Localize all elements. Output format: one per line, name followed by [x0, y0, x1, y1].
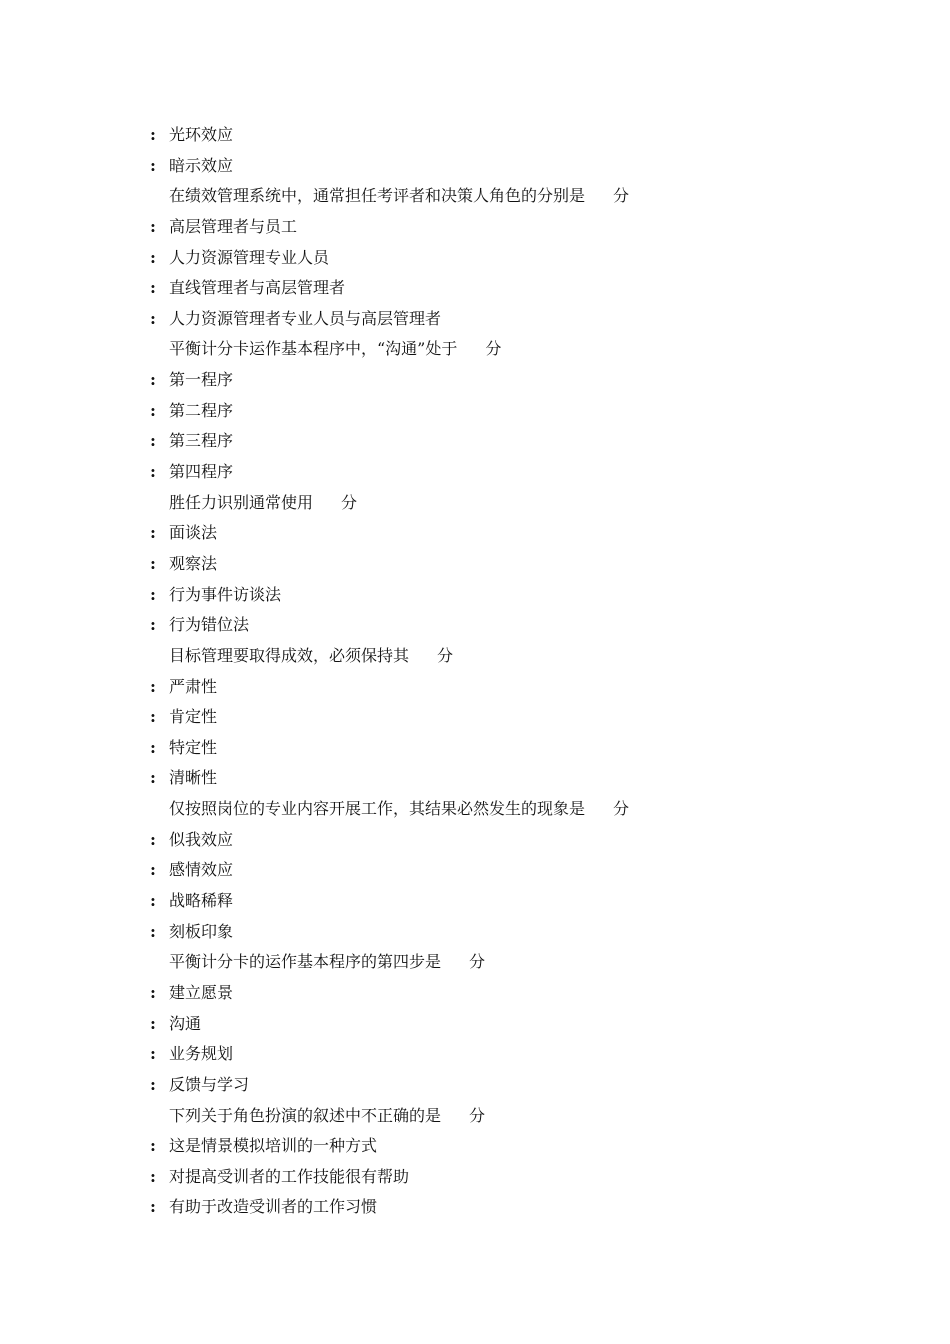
- option-text: 严肃性: [169, 676, 218, 696]
- option-marker: :: [150, 462, 156, 482]
- option-text: 肯定性: [169, 707, 218, 727]
- option-text: 直线管理者与高层管理者: [169, 278, 346, 298]
- question-line: [0, 488, 950, 519]
- option-marker: :: [150, 1044, 156, 1064]
- answer-option: [0, 1162, 950, 1193]
- option-marker: :: [150, 707, 156, 727]
- question-line: [0, 181, 950, 212]
- option-text: 刻板印象: [169, 921, 234, 941]
- option-marker: :: [150, 615, 156, 635]
- option-text: 战略稀释: [169, 891, 234, 911]
- option-text: 行为事件访谈法: [169, 584, 282, 604]
- question-content: [169, 1101, 485, 1132]
- answer-option: [0, 978, 950, 1009]
- option-marker: :: [150, 216, 156, 236]
- option-marker: :: [150, 370, 156, 390]
- answer-option: [0, 426, 950, 457]
- question-text: 平衡计分卡运作基本程序中，“沟通”处于: [169, 339, 458, 359]
- option-marker: :: [150, 737, 156, 757]
- option-marker: :: [150, 1166, 156, 1186]
- option-marker: :: [150, 1136, 156, 1156]
- question-line: [0, 641, 950, 672]
- option-text: 特定性: [169, 737, 218, 757]
- option-marker: :: [150, 1197, 156, 1217]
- option-text: 人力资源管理者专业人员与高层管理者: [169, 308, 442, 328]
- option-text: 高层管理者与员工: [169, 216, 298, 236]
- option-text: 第一程序: [169, 370, 234, 390]
- answer-option: [0, 825, 950, 856]
- answer-option: [0, 1192, 950, 1223]
- question-content: [169, 641, 453, 672]
- question-line: [0, 947, 950, 978]
- option-text: 行为错位法: [169, 615, 250, 635]
- answer-option: [0, 365, 950, 396]
- question-content: [169, 947, 485, 978]
- answer-option: [0, 763, 950, 794]
- option-text: 沟通: [169, 1013, 202, 1033]
- score-label: 分: [469, 1105, 486, 1125]
- answer-option: [0, 1070, 950, 1101]
- option-marker: :: [150, 860, 156, 880]
- option-text: 业务规划: [169, 1044, 234, 1064]
- score-label: 分: [613, 799, 630, 819]
- answer-option: [0, 518, 950, 549]
- answer-option: [0, 549, 950, 580]
- option-marker: :: [150, 676, 156, 696]
- option-text: 似我效应: [169, 829, 234, 849]
- option-marker: :: [150, 523, 156, 543]
- option-text: 这是情景模拟培训的一种方式: [169, 1136, 378, 1156]
- option-marker: :: [150, 308, 156, 328]
- option-marker: :: [150, 125, 156, 144]
- answer-option: [0, 304, 950, 335]
- option-marker: :: [150, 768, 156, 788]
- option-marker: :: [150, 431, 156, 451]
- option-marker: :: [150, 829, 156, 849]
- option-marker: :: [150, 400, 156, 420]
- answer-option: [0, 702, 950, 733]
- answer-option: [0, 1039, 950, 1070]
- answer-option: [0, 855, 950, 886]
- option-marker: :: [150, 553, 156, 573]
- question-line: [0, 794, 950, 825]
- question-content: [169, 181, 629, 212]
- answer-option: [0, 273, 950, 304]
- score-label: 分: [613, 186, 630, 206]
- option-text: 感情效应: [169, 860, 234, 880]
- question-line: [0, 1101, 950, 1132]
- answer-option: [0, 886, 950, 917]
- question-content: [169, 488, 357, 519]
- question-text: 平衡计分卡的运作基本程序的第四步是: [169, 952, 442, 972]
- option-marker: :: [150, 921, 156, 941]
- option-marker: :: [150, 891, 156, 911]
- answer-option: [0, 1131, 950, 1162]
- answer-option: [0, 1009, 950, 1040]
- option-text: 建立愿景: [169, 982, 234, 1002]
- answer-option: [0, 672, 950, 703]
- answer-option: [0, 212, 950, 243]
- score-label: 分: [469, 952, 486, 972]
- option-marker: :: [150, 155, 156, 175]
- option-text: 第二程序: [169, 400, 234, 420]
- question-content: [169, 334, 501, 365]
- option-text: 光环效应: [169, 125, 234, 144]
- option-marker: :: [150, 584, 156, 604]
- option-text: 清晰性: [169, 768, 218, 788]
- answer-option: [0, 580, 950, 611]
- option-marker: :: [150, 982, 156, 1002]
- score-label: 分: [485, 339, 502, 359]
- question-line: [0, 334, 950, 365]
- question-text: 胜任力识别通常使用: [169, 492, 314, 512]
- answer-option: [0, 151, 950, 182]
- question-text: 下列关于角色扮演的叙述中不正确的是: [169, 1105, 442, 1125]
- answer-option: [0, 733, 950, 764]
- score-label: 分: [437, 645, 454, 665]
- option-text: 观察法: [169, 553, 218, 573]
- option-text: 第四程序: [169, 462, 234, 482]
- answer-option: [0, 457, 950, 488]
- question-text: 在绩效管理系统中，通常担任考评者和决策人角色的分别是: [169, 186, 586, 206]
- document-body: [0, 120, 950, 1223]
- answer-option: [0, 396, 950, 427]
- answer-option: [0, 243, 950, 274]
- answer-option: [0, 120, 950, 151]
- option-marker: :: [150, 278, 156, 298]
- question-text: 目标管理要取得成效，必须保持其: [169, 645, 410, 665]
- option-marker: :: [150, 1013, 156, 1033]
- option-text: 第三程序: [169, 431, 234, 451]
- option-text: 人力资源管理专业人员: [169, 247, 330, 267]
- question-content: [169, 794, 629, 825]
- option-marker: :: [150, 1074, 156, 1094]
- score-label: 分: [341, 492, 358, 512]
- option-text: 反馈与学习: [169, 1074, 250, 1094]
- option-text: 有助于改造受训者的工作习惯: [169, 1197, 378, 1217]
- option-text: 对提高受训者的工作技能很有帮助: [169, 1166, 410, 1186]
- option-text: 暗示效应: [169, 155, 234, 175]
- answer-option: [0, 917, 950, 948]
- option-marker: :: [150, 247, 156, 267]
- answer-option: [0, 610, 950, 641]
- option-text: 面谈法: [169, 523, 218, 543]
- question-text: 仅按照岗位的专业内容开展工作，其结果必然发生的现象是: [169, 799, 586, 819]
